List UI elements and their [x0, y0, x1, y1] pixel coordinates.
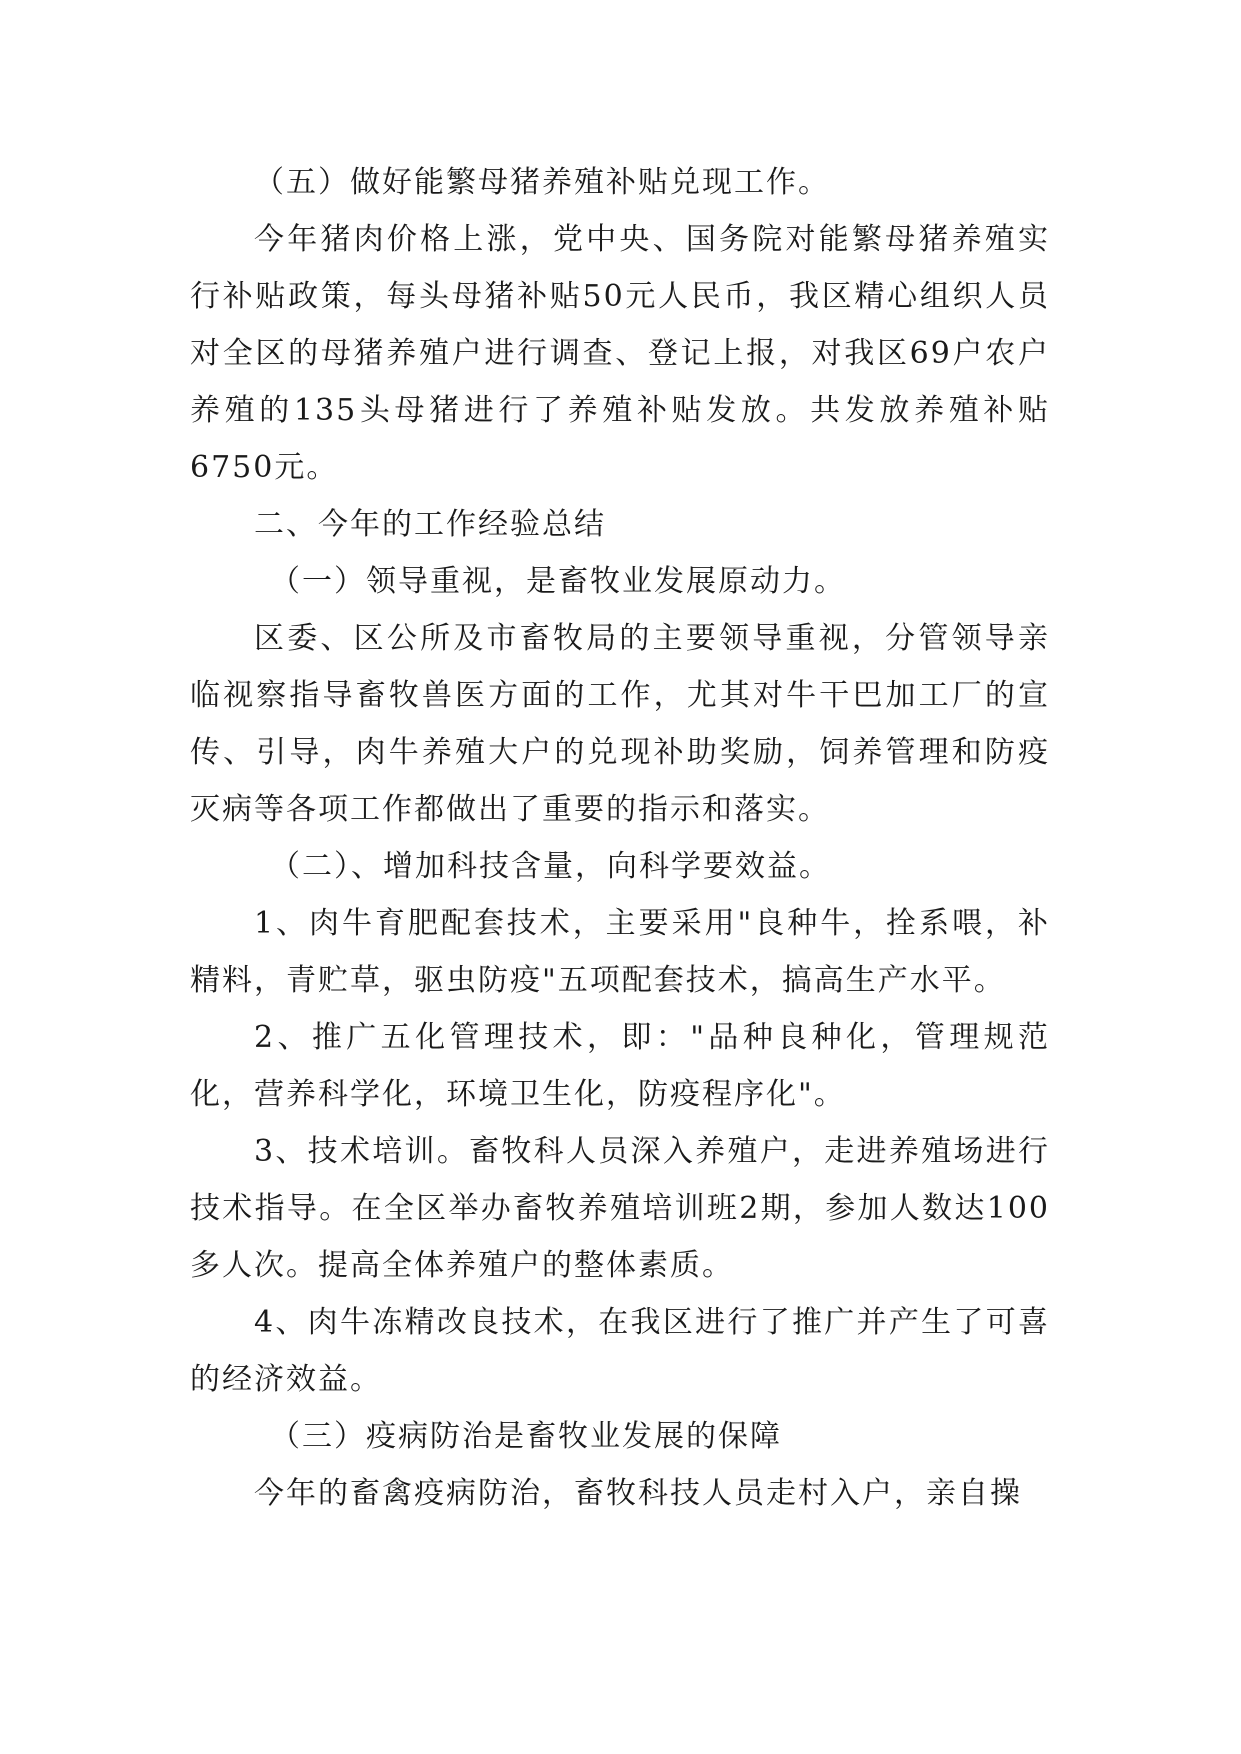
- document-body: [190, 154, 1050, 1522]
- heading-subsection-5: （五）做好能繁母猪养殖补贴兑现工作。: [254, 165, 830, 200]
- list-item-3: 3、技术培训。畜牧科人员深入养殖户，走进养殖场进行技术指导。在全区举办畜牧养殖培训班2期，参加人数达100多人次。提高全体养殖户的整体素质。: [190, 1134, 1050, 1283]
- heading-subsection-2-2: （二）、增加科技含量，向科学要效益。: [270, 849, 831, 884]
- heading-subsection-2-3: （三）疫病防治是畜牧业发展的保障: [270, 1419, 782, 1454]
- list-item-1: 1、肉牛育肥配套技术，主要采用"良种牛，拴系喂，补精料，青贮草，驱虫防疫"五项配套技术，搞高生产水平。: [190, 906, 1050, 998]
- list-item-2: 2、推广五化管理技术，即："品种良种化，管理规范化，营养科学化，环境卫生化，防疫程序化"。: [190, 1020, 1050, 1112]
- paragraph-leadership: 区委、区公所及市畜牧局的主要领导重视，分管领导亲临视察指导畜牧兽医方面的工作，尤其对牛干巴加工厂的宣传、引导，肉牛养殖大户的兑现补助奖励，饲养管理和防疫灭病等各项工作都做出了重要的指示和落实。: [190, 621, 1050, 827]
- paragraph-disease-prevention: 今年的畜禽疫病防治，畜牧科技人员走村入户，亲自操: [254, 1476, 1022, 1511]
- heading-subsection-2-1: （一）领导重视，是畜牧业发展原动力。: [270, 564, 846, 599]
- heading-section-2: 二、今年的工作经验总结: [254, 507, 606, 542]
- paragraph-sow-subsidy: 今年猪肉价格上涨，党中央、国务院对能繁母猪养殖实行补贴政策，每头母猪补贴50元人民币，我区精心组织人员对全区的母猪养殖户进行调查、登记上报，对我区69户农户养殖的135头母猪进行了养殖补贴发放。共发放养殖补贴6750元。: [190, 222, 1050, 485]
- list-item-4: 4、肉牛冻精改良技术，在我区进行了推广并产生了可喜的经济效益。: [190, 1305, 1050, 1397]
